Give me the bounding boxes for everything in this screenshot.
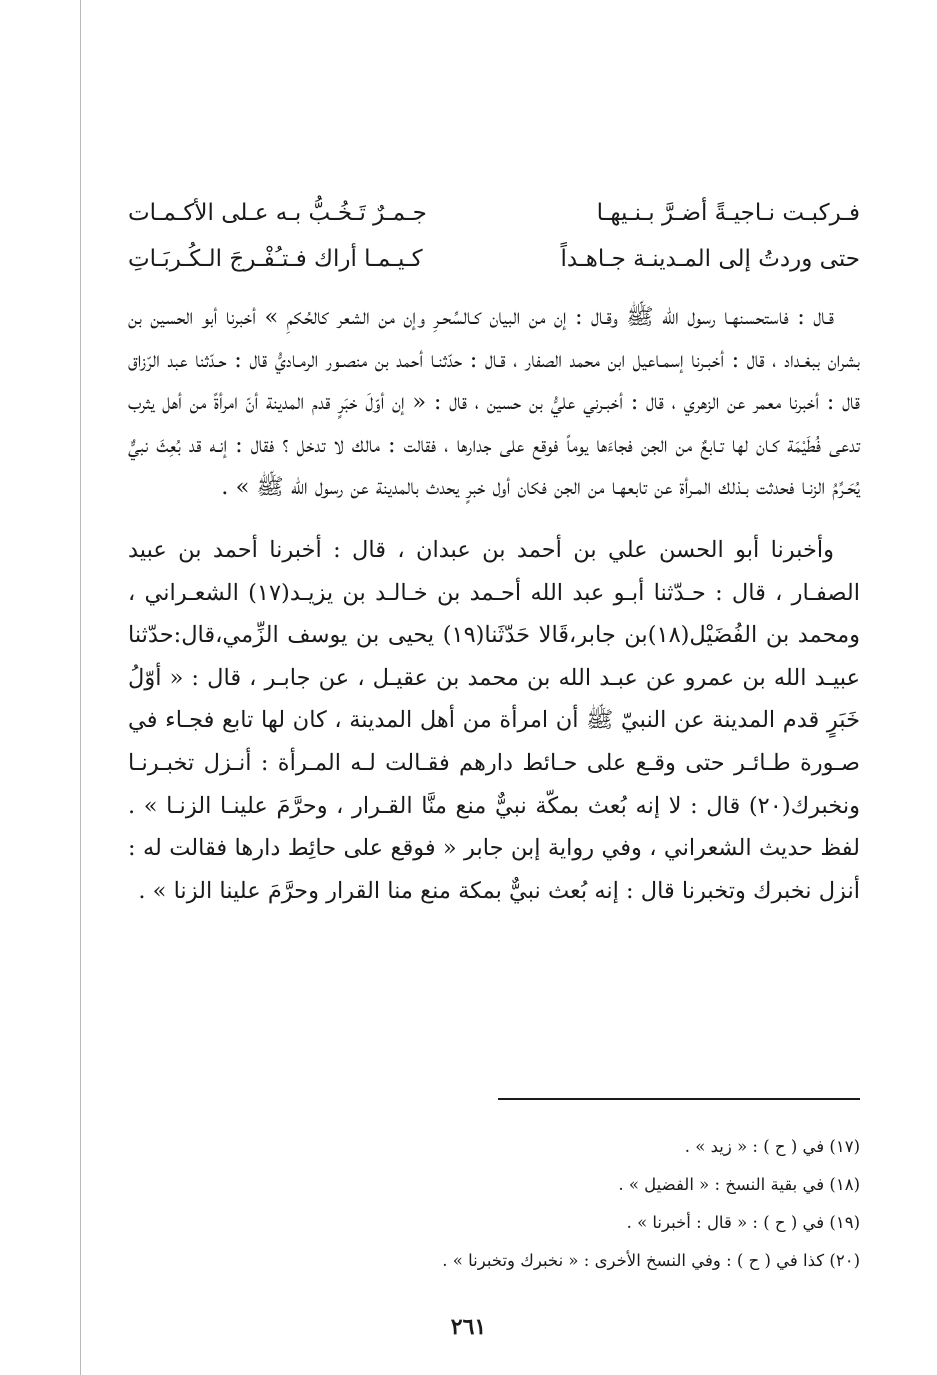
poem-verse [128, 190, 860, 236]
poem-verse [128, 236, 860, 282]
paragraph-hadith-zuhri: قـال : فاستحسنهـا رسول الله ﷺ وقـال : إن من البيان كـالسِّحـرِ وإن من الشعر كالحُكمِ » أخبرنا أبو الحسين بن بشران ببغـداد ، قال : أخبـرنا إسمـاعيل ابن محمد الصفار ، قـال : حدّثنـا أحمد بن منصـور الرمـاديُّ قال : حـدّثنا عبد الرّزاق قال : أخبرنا معمر عن الزهري ، قال : أخبـرني عليُّ بن حسين ، قال : « إن أوّلَ خبَرٍ قدم المدينة أنّ امرأةً من أهل يثرب تدعى فُطَيْمَة كـان لها تـابعٌ من الجن فجاءَها يوماً فوقع على جدارها ، فقالت : مالك لا تدخل ؟ فقال : إنـه قد بُعِثَ نبيٌّ يُحَـرِّمُ الزنـا فحدثت بـذلك المـرأة عن تابعهـا من الجن فكان أول خبرٍ يحدث بالمدينة عن رسول الله ﷺ » . [128, 304, 860, 501]
footnote-19: (١٩) في ( ح ) : « قال : أخبرنا » . [626, 1213, 860, 1232]
poem [128, 190, 860, 282]
page-body [128, 190, 860, 912]
verse-second-hemistich: جـمـرٌ تَـخُـبُّ بـه عـلى الأكـمـات [128, 200, 427, 226]
page-number: ٢٦١ [450, 1314, 487, 1340]
footnote-17: (١٧) في ( ح ) : « زيد » . [684, 1137, 860, 1156]
verse-first-hemistich: حتى وردتُ إلى المـدينـة جـاهـداً [560, 246, 860, 272]
paragraph-hadith-jabir: وأخبرنا أبو الحسن علي بن أحمد بن عبدان ، قال : أخبرنا أحمد بن عبيد الصفـار ، قال : حـدّثنا أبـو عبد الله أحـمد بن خـالـد بن يزيـد(١٧) الشعـراني ، ومحمد بن الفُضَيْل(١٨)بن جابر،قَالا حَدّثَنا(١٩) يحيى بن يوسف الزِّمي،قال:حدّثنا عبيـد الله بن عمرو عن عبـد الله بن محمد بن عقيـل ، عن جابـر ، قال : « أوّلُ خَبَرٍ قدم المدينة عن النبيّ ﷺ أن امرأة من أهل المدينة ، كان لها تابع فجـاء في صـورة طـائـر حتى وقـع على حـائط دارهم فقـالت لـه المـرأة : أنـزل تخبـرنـا ونخبرك(٢٠) قال : لا إنه بُعث بمكّة نبيٌّ منع منَّا القـرار ، وحرَّمَ علينـا الزنـا » . لفظ حديث الشعراني ، وفي رواية إبن جابر « فوقع على حائِط دارها فقالت له : أنزل نخبرك وتخبرنا قال : إنه بُعث نبيٌّ بمكة منع منا القرار وحرَّمَ علينا الزنا » . [128, 536, 861, 904]
footnote-18: (١٨) في بقية النسخ : « الفضيل » . [618, 1175, 860, 1194]
footnotes [300, 1128, 860, 1280]
verse-first-hemistich: فـركبـت نـاجيـةً أضـرَّ بـنـيهـا [596, 200, 860, 226]
verse-second-hemistich: كـيـمـا أراك فـتـُفْـرجَ الـكُـربَـاتِ [128, 246, 423, 272]
footnote-separator [498, 1098, 860, 1100]
scan-margin-line [80, 0, 81, 1375]
footnote-20: (٢٠) كذا في ( ح ) : وفي النسخ الأخرى : « نخبرك وتخبرنا » . [442, 1251, 860, 1270]
